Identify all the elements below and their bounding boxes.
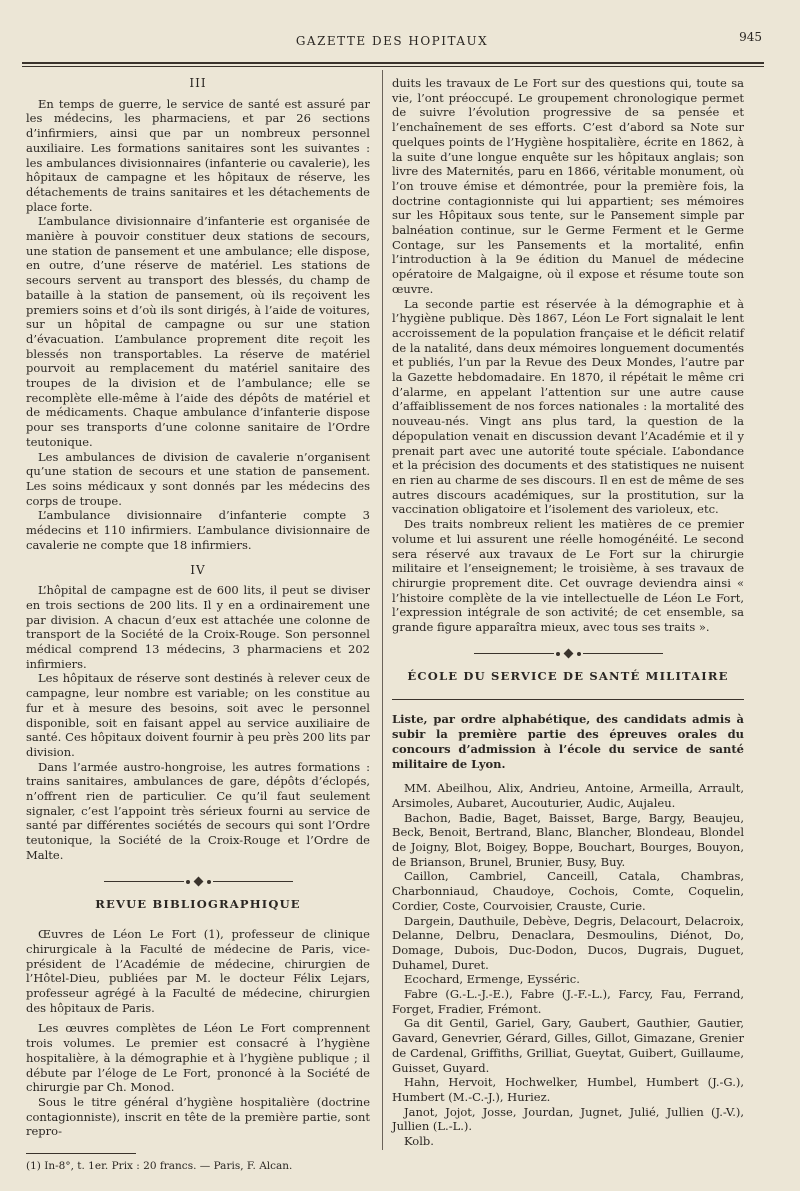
section-ornament [392,647,744,661]
ecole-heading: ÉCOLE DU SERVICE DE SANTÉ MILITAIRE [407,668,729,683]
book-title-paragraph: Œuvres de Léon Le Fort (1), professeur de clinique chirurgicale à la Faculté de médecine de Paris, vice-président de l’Académie de médecine, chirurgien de l’Hôtel-Dieu, publiées par M. le docteur Félix Lejars, professeur agrégé à la Faculté de médecine, chirurgien des hôpitaux de Paris. [26,927,370,1015]
paragraph: Les œuvres complètes de Léon Le Fort comprennent trois volumes. Le premier est consacré à l’hygiène hospitalière, à la démographie et à l’hygiène publique ; il débute par l’éloge de Le Fort, prononcé à la Société de chirurgie par Ch. Monod. [26,1021,370,1095]
paragraph: La seconde partie est réservée à la démographie et à l’hygiène publique. Dès 1867, Léon Le Fort signalait le lent accroissement de la population française et le déficit relatif de la natalité, dans deux mémoires longuement documentés et publiés, l’un par la Revue des Deux Mondes, l’autre par la Gazette hebdomadaire. En 1870, il répétait le même cri d’alarme, en appelant l’attention sur une autre cause d’affaiblissement de nos forces nationales : la mortalité des nouveau-nés. Vingt ans plus tard, la question de la dépopulation venait en discussion devant l’Académie et il y prenait part avec une autorité toute spéciale. L’abondance et la précision des documents et des statistiques ne nuisent en rien au charme de ses discours. Il en est de même de ses autres discours académiques, sur la prostitution, sur la vaccination obligatoire et l’isolement des varioleux, etc. [392,296,744,517]
header-rule-thin [22,66,764,67]
left-column [26,76,370,1173]
paragraph: duits les travaux de Le Fort sur des questions qui, toute sa vie, l’ont préoccupé. Le groupement chronologique permet de suivre l’évolution progressive de sa pensée et l’enchaînement de ses efforts. C’est d’abord sa Note sur quelques points de l’Hygiène hospitalière, écrite en 1862, à la suite d’une longue enquête sur les hôpitaux anglais; son livre des Maternités, paru en 1866, véritable monument, où l’on trouve émise et démontrée, pour la première fois, la doctrine contagionniste qui lui appartient; ses mémoires sur les Hôpitaux sous tente, sur le Pansement simple par balnéation continue, sur le Germe Ferment et le Germe Contage, sur les Pansements et la mortalité, enfin l’introduction à la 9e édition du Manuel de médecine opératoire de Malgaigne, où il expose et résume toute son œuvre. [392,76,744,296]
candidate-list [392,781,744,1149]
section-number-iv: IV [190,562,206,577]
section-ornament [26,875,370,889]
paragraph: Dans l’armée austro-hongroise, les autres formations : trains sanitaires, ambulances de gare, dépôts d’éclopés, n’offrent rien de particulier. Ce qu’il faut seulement signaler, c’est l’appoint très sérieux fourni au service de santé par différentes sociétés de secours qui sont l’Ordre teutonique, la Société de la Croix-Rouge et l’Ordre de Malte. [26,759,370,862]
header-rule [22,62,764,64]
paragraph: En temps de guerre, le service de santé est assuré par les médecins, les pharmaciens, et par 26 sections d’infirmiers, ainsi que par un nombreux personnel auxiliaire. Les formations sanitaires sont les suivantes : les ambulances divisionnaires (infanterie ou cavalerie), les hôpitaux de campagne et les hôpitaux de réserve, les détachements de trains sanitaires et les détachements de place forte. [26,96,370,214]
paragraph: Des traits nombreux relient les matières de ce premier volume et lui assurent une réelle homogénéité. Le second sera réservé aux travaux de Le Fort sur la chirurgie militaire et l’enseignement; le troisième, à ses travaux de chirurgie proprement dite. Cet ouvrage deviendra ainsi « l’histoire complète de la vie intellectuelle de Léon Le Fort, l’expression intégrale de son activité; de cet ensemble, sa grande figure apparaîtra mieux, avec tous ses traits ». [392,517,744,635]
list-item: Caillon, Cambriel, Canceill, Catala, Chambras, Charbonniaud, Chaudoye, Cochois, Comte, Coquelin, Cordier, Coste, Courvoisier, Crauste, Curie. [392,869,744,913]
list-item: Ga dit Gentil, Gariel, Gary, Gaubert, Gauthier, Gautier, Gavard, Genevrier, Gérard, Gilles, Gillot, Gimazane, Grenier de Cardenal, Griffiths, Grilliat, Gueytat, Guibert, Guillaume, Guisset, Guyard. [392,1016,744,1075]
paragraph: Les ambulances de division de cavalerie n’organisent qu’une station de secours et une station de pansement. Les soins médicaux y sont donnés par les médecins des corps de troupe. [26,449,370,508]
list-item: Kolb. [404,1134,434,1149]
list-item: Hahn, Hervoit, Hochwelker, Humbel, Humbert (J.-G.), Humbert (M.-C.-J.), Huriez. [392,1075,744,1104]
paragraph: L’hôpital de campagne est de 600 lits, il peut se diviser en trois sections de 200 lits. Il y en a ordinairement une par division. A chacun d’eux est attachée une colonne de transport de la Société de la Croix-Rouge. Son personnel médical comprend 13 médecins, 3 pharmaciens et 202 infirmiers. [26,583,370,671]
list-item: Dargein, Dauthuile, Debève, Degris, Delacourt, Delacroix, Delanne, Delbru, Denaclara, Desmoulins, Diénot, Do, Domage, Dubois, Duc-Dodon, Ducos, Dugrais, Duguet, Duhamel, Duret. [392,913,744,972]
list-intro-text: Liste, par ordre alphabétique, des candidats admis à subir la première partie des épreuves orales du concours d’admission à l’école du service de santé militaire de Lyon. [392,712,744,771]
list-item: Fabre (G.-L.-J.-E.), Fabre (J.-F.-L.), Farcy, Fau, Ferrand, Forget, Fradier, Frémont. [392,987,744,1016]
journal-title: GAZETTE DES HOPITAUX [295,34,489,48]
list-item: Ecochard, Ermenge, Eysséric. [404,972,580,987]
paragraph: Les hôpitaux de réserve sont destinés à relever ceux de campagne, leur nombre est variable; on les constitue au fur et à mesure des besoins, soit avec le personnel disponible, soit en faisant appel au service auxiliaire de santé. Ces hôpitaux doivent fournir à peu près 200 lits par division. [26,671,370,759]
list-item: Janot, Jojot, Josse, Jourdan, Jugnet, Julié, Jullien (J.-V.), Jullien (L.-L.). [392,1104,744,1134]
paragraph: L’ambulance divisionnaire d’infanterie est organisée de manière à pouvoir constituer deux stations de secours, une station de pansement et une ambulance; elle dispose, en outre, d’une réserve de matériel. Les stations de secours servent au transport des blessés, du champ de bataille à la station de pansement, où ils reçoivent les premiers soins et d’où ils sont dirigés, à l’aide de voitures, sur un hôpital de campagne ou sur une station d’évacuation. L’ambulance proprement dite reçoit les blessés non transportables. La réserve de matériel pourvoit au remplacement du matériel sanitaire des troupes de la division et de l’ambulance; elle se recomplète elle-même à l’aide des dépôts de matériel et de médicaments. Chaque ambulance d’infanterie dispose pour ses transports d’une colonne sanitaire de l’Ordre teutonique. [26,214,370,449]
column-divider [382,70,383,1150]
page-header [22,30,762,52]
list-item: MM. Abeilhou, Alix, Andrieu, Antoine, Armeilla, Arrault, Arsimoles, Aubaret, Aucouturier, Audic, Aujaleu. [392,781,744,810]
paragraph: L’ambulance divisionnaire d’infanterie compte 3 médecins et 110 infirmiers. L’ambulance divisionnaire de cavalerie ne compte que 18 infirmiers. [26,508,370,552]
list-intro [392,712,744,771]
footnote-rule [26,1153,136,1154]
page-number: 945 [739,30,762,44]
heading-rule [392,699,744,700]
list-item: Bachon, Badie, Baget, Baisset, Barge, Bargy, Beaujeu, Beck, Benoit, Bertrand, Blanc, Blancher, Blondeau, Blondel de Joigny, Blot, Boigey, Boppe, Bouchart, Bourges, Bouyon, de Brianson, Brunel, Brunier, Busy, Buy. [392,810,744,869]
paragraph: Sous le titre général d’hygiène hospitalière (doctrine contagionniste), inscrit en tête de la première partie, sont repro- [26,1095,370,1139]
footnote: (1) In-8°, t. 1er. Prix : 20 francs. — Paris, F. Alcan. [26,1160,293,1173]
revue-heading: REVUE BIBLIOGRAPHIQUE [95,896,301,911]
right-column [392,76,744,1149]
section-number-iii: III [189,76,207,90]
